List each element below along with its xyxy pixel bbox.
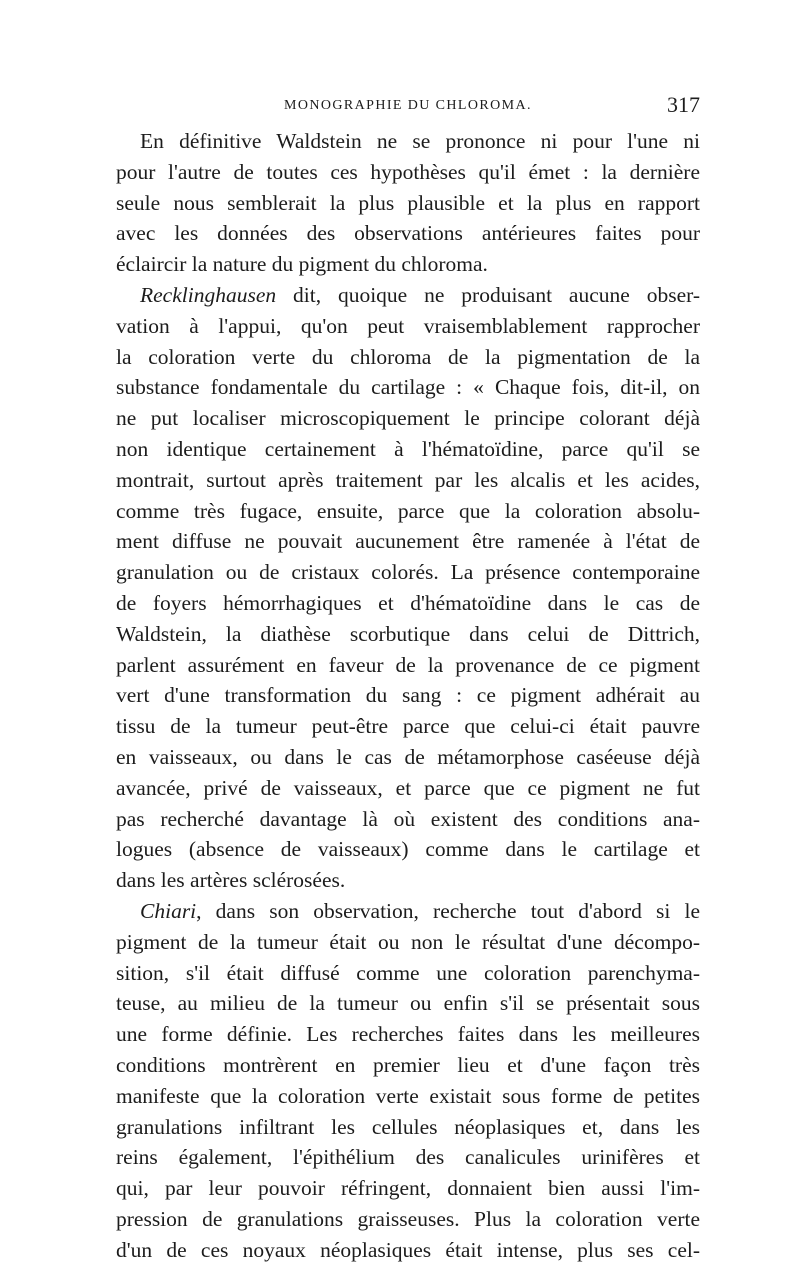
text-line: pression de granulations graisseuses. Plus la coloration verte [116,1206,700,1231]
running-title: MONOGRAPHIE DU CHLOROMA. [284,98,532,113]
text-line: la coloration verte du chloroma de la pigmentation de la [116,344,700,369]
book-page [116,0,700,1265]
text-line: teuse, au milieu de la tumeur ou enfin s'il se présentait sous [116,991,700,1016]
text-line: vation à l'appui, qu'on peut vraisemblablement rapprocher [116,313,700,338]
text-line: une forme définie. Les recherches faites dans les meilleures [116,1022,700,1047]
text-line [116,280,700,311]
text-fragment: dit, quoique ne produisant aucune obser- [276,282,700,307]
text-line: avancée, privé de vaisseaux, et parce que ce pigment ne fut [116,775,700,800]
text-line: éclaircir la nature du pigment du chloroma. [116,252,488,277]
text-line: sition, s'il était diffusé comme une coloration parenchyma- [116,960,700,985]
author-name-chiari: Chiari [140,898,197,923]
text-line: Waldstein, la diathèse scorbutique dans celui de Dittrich, [116,621,700,646]
text-line: granulations infiltrant les cellules néoplasiques et, dans les [116,1114,700,1139]
text-line: qui, par leur pouvoir réfringent, donnaient bien aussi l'im- [116,1176,700,1201]
text-line: seule nous semblerait la plus plausible et la plus en rapport [116,190,700,215]
text-line: vert d'une transformation du sang : ce pigment adhérait au [116,683,700,708]
text-line: en vaisseaux, ou dans le cas de métamorphose caséeuse déjà [116,744,700,769]
text-line: manifeste que la coloration verte existait sous forme de petites [116,1083,700,1108]
text-line: pas recherché davantage là où existent des conditions ana- [116,806,700,831]
text-line: pour l'autre de toutes ces hypothèses qu'il émet : la dernière [116,159,700,184]
text-line: granulation ou de cristaux colorés. La présence contemporaine [116,560,700,585]
text-line: ment diffuse ne pouvait aucunement être ramenée à l'état de [116,529,700,554]
text-line: comme très fugace, ensuite, parce que la coloration absolu- [116,498,700,523]
paragraph-3 [116,896,700,1265]
text-line: reins également, l'épithélium des canalicules urinifères et [116,1145,700,1170]
text-line: ne put localiser microscopiquement le principe colorant déjà [116,406,700,431]
body-text [116,126,700,1265]
paragraph-2 [116,280,700,896]
text-line [116,896,700,927]
text-line: d'un de ces noyaux néoplasiques était intense, plus ses cel- [116,1237,700,1262]
page-number: 317 [667,92,700,117]
text-line: conditions montrèrent en premier lieu et d'une façon très [116,1052,700,1077]
text-line: montrait, surtout après traitement par les alcalis et les acides, [116,467,700,492]
text-line: pigment de la tumeur était ou non le résultat d'une décompo- [116,929,700,954]
running-header [116,92,700,122]
author-name-recklinghausen: Recklinghausen [140,282,277,307]
text-line: parlent assurément en faveur de la provenance de ce pigment [116,652,700,677]
text-line: logues (absence de vaisseaux) comme dans le cartilage et [116,837,700,862]
text-fragment: , dans son observation, recherche tout d'abord si le [196,898,700,923]
text-line: En définitive Waldstein ne se prononce ni pour l'une ni [140,129,700,153]
text-line: non identique certainement à l'hématoïdine, parce qu'il se [116,436,700,461]
text-line: substance fondamentale du cartilage : « Chaque fois, dit-il, on [116,375,700,400]
text-line: avec les données des observations antérieures faites pour [116,221,700,246]
text-line: dans les artères sclérosées. [116,868,346,893]
text-line: de foyers hémorrhagiques et d'hématoïdine dans le cas de [116,590,700,615]
text-line: tissu de la tumeur peut-être parce que celui-ci était pauvre [116,714,700,739]
paragraph-1 [116,126,700,280]
